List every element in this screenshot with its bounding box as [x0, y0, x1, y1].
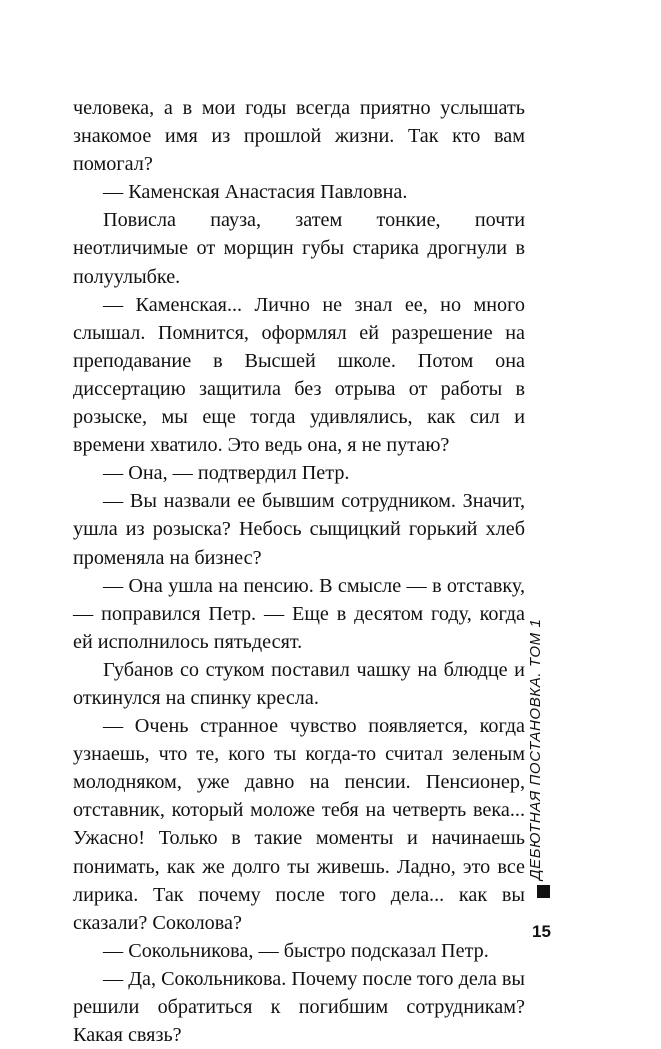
- square-marker-icon: [537, 885, 550, 898]
- running-title: ДЕБЮТНАЯ ПОСТАНОВКА. ТОМ 1: [527, 618, 544, 880]
- paragraph: — Очень странное чувство появляется, когда узнаешь, что те, кого ты когда-то считал зеленым молодняком, уже давно на пенсии. Пенсионер, отставник, который моложе тебя на четверть века... Ужасно! Только в такие моменты и начинаешь понимать, как же долго ты живешь. Ладно, это все лирика. Так почему после того дела... как вы сказали? Соколова?: [73, 715, 525, 934]
- paragraph: — Она ушла на пенсию. В смысле — в отставку, — поправился Петр. — Еще в десятом году, когда ей исполнилось пятьдесят.: [73, 574, 525, 653]
- paragraph: человека, а в мои годы всегда приятно услышать знакомое имя из прошлой жизни. Так кто вам помогал?: [73, 97, 525, 176]
- page-number: 15: [532, 922, 551, 941]
- paragraph: Губанов со стуком поставил чашку на блюдце и откинулся на спинку кресла.: [73, 658, 525, 709]
- paragraph: — Вы назвали ее бывшим сотрудником. Значит, ушла из розыска? Небось сыщицкий горький хлеб променяла на бизнес?: [73, 490, 525, 569]
- paragraph: — Она, — подтвердил Петр.: [103, 462, 350, 485]
- paragraph: — Сокольникова, — быстро подсказал Петр.: [103, 939, 489, 962]
- paragraph: — Да, Сокольникова. Почему после того дела вы решили обратиться к погибшим сотрудникам? Какая связь?: [73, 967, 525, 1047]
- paragraph: Повисла пауза, затем тонкие, почти неотличимые от морщин губы старика дрогнули в полуулыбке.: [73, 209, 525, 288]
- body-text: [73, 94, 525, 1049]
- paragraph: — Каменская... Лично не знал ее, но много слышал. Помнится, оформлял ей разрешение на преподавание в Высшей школе. Потом она диссертацию защитила без отрыва от работы в розыске, мы еще тогда удивлялись, как сил и времени хватило. Это ведь она, я не путаю?: [73, 293, 525, 457]
- paragraph: — Каменская Анастасия Павловна.: [103, 181, 408, 204]
